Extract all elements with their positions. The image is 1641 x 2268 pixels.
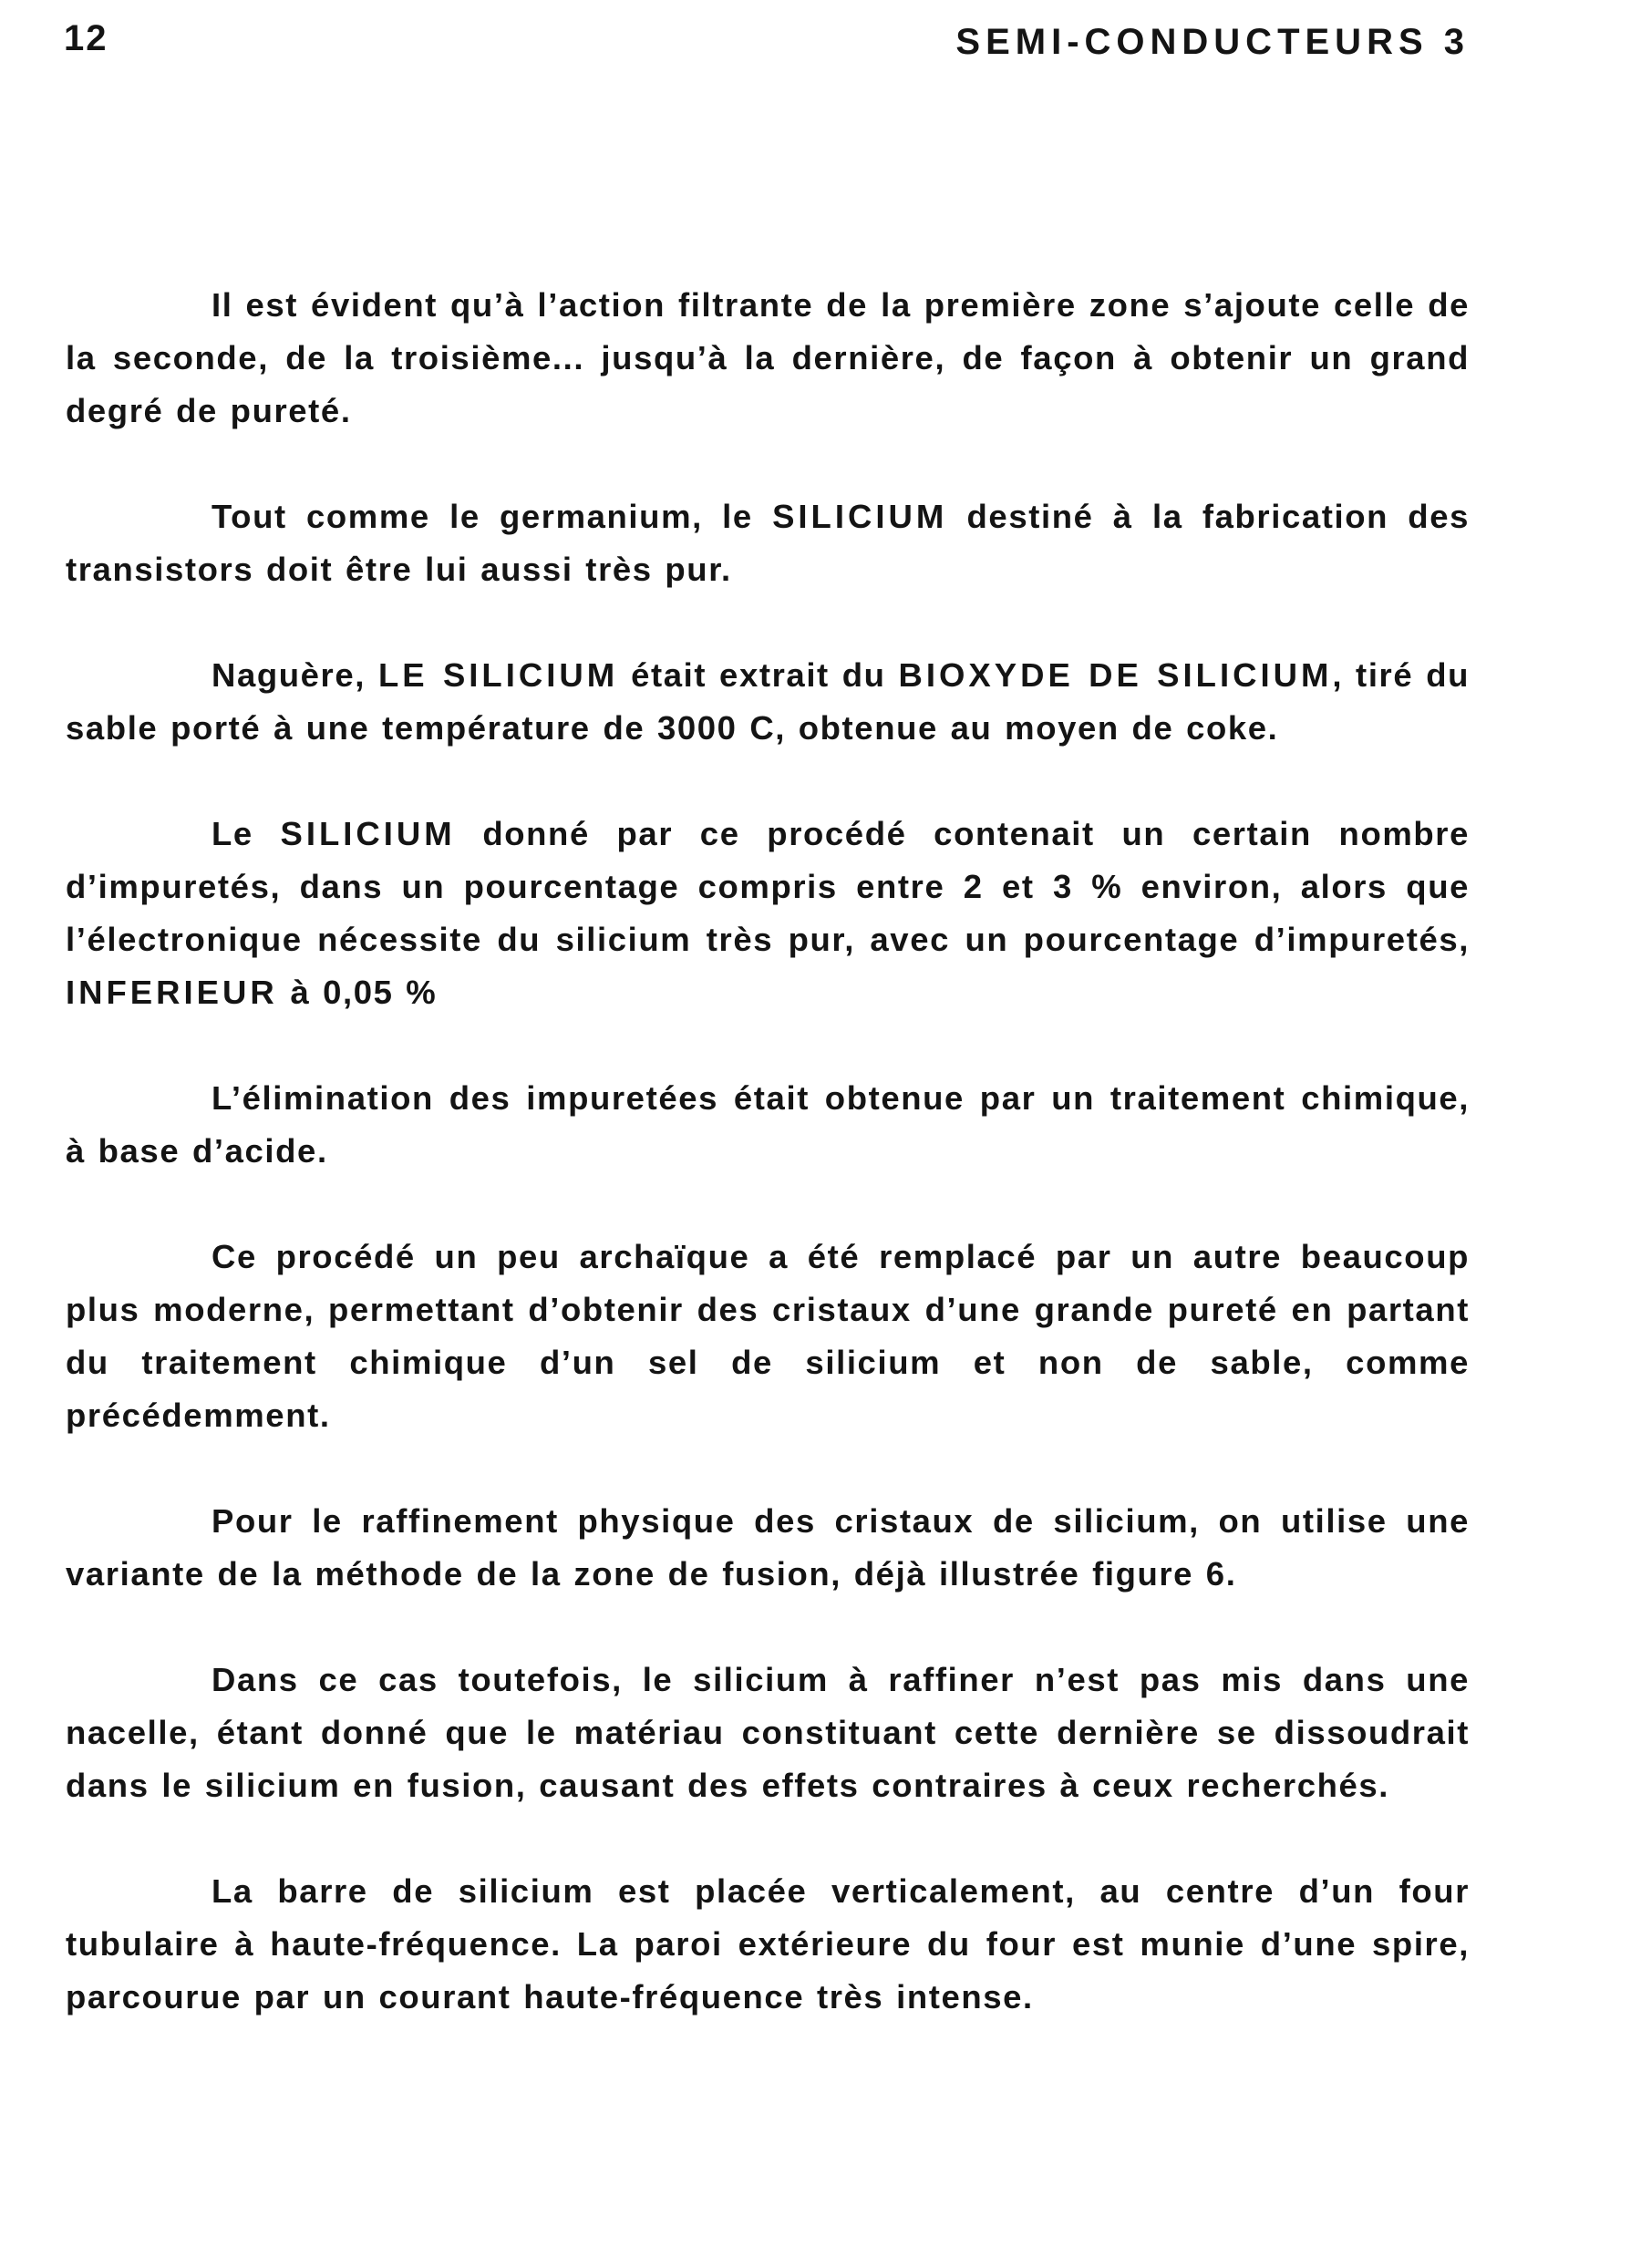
paragraph-7: [66, 1495, 1470, 1601]
paragraph-1: [66, 279, 1470, 438]
paragraph-text: Naguère,: [212, 656, 378, 694]
emphasis-caps: BIOXYDE DE SILICIUM: [898, 656, 1333, 694]
emphasis-caps: SILICIUM: [280, 815, 456, 852]
paragraph-text: était extrait du: [618, 656, 899, 694]
emphasis-caps: INFERIEUR: [66, 974, 278, 1011]
paragraph-text: L’élimination des impuretées était obtenue par un traitement chimique, à base d’acide.: [66, 1079, 1470, 1170]
paragraph-8: [66, 1654, 1470, 1812]
paragraph-3: [66, 649, 1470, 755]
paragraph-text: destiné à la fabrication des transistors doit être lui aussi très pur.: [66, 498, 1471, 588]
page-number: 12: [64, 18, 108, 58]
paragraph-6: [66, 1231, 1470, 1442]
body-text: [66, 279, 1470, 2077]
paragraph-5: [66, 1072, 1470, 1178]
emphasis-caps: LE SILICIUM: [377, 656, 619, 694]
paragraph-text: Pour le raffinement physique des cristaux de silicium, on utilise une variante de la méthode de la zone de fusion, déjà illustrée figure 6.: [66, 1502, 1470, 1593]
paragraph-text: Il est évident qu’à l’action filtrante de la première zone s’ajoute celle de la seconde, de la troisième... jusqu’à la dernière, de façon à obtenir un grand degré de pureté.: [66, 286, 1470, 429]
running-title: SEMI-CONDUCTEURS 3: [955, 22, 1470, 62]
paragraph-text: La barre de silicium est placée verticalement, au centre d’un four tubulaire à haute-fréquence. La paroi extérieure du four est munie d’une spire, parcourue par un courant haute-fréquence très intense.: [66, 1872, 1470, 2015]
paragraph-4: [66, 808, 1470, 1019]
paragraph-text: Le: [212, 815, 281, 852]
paragraph-text: donné par ce procédé contenait un certain nombre d’impuretés, dans un pourcentage compris entre 2 et 3 % environ, alors que l’électronique nécessite du silicium très pur, avec un pourcentage d’impuretés,: [66, 815, 1470, 958]
paragraph-text: à 0,05 %: [277, 974, 438, 1011]
paragraph-text: Ce procédé un peu archaïque a été remplacé par un autre beaucoup plus moderne, permettant d’obtenir des cristaux d’une grande pureté en partant du traitement chimique d’un sel de silicium et non de sable, comme précédemment.: [66, 1238, 1470, 1434]
paragraph-9: [66, 1865, 1470, 2024]
paragraph-2: [66, 490, 1470, 596]
paragraph-text: , tiré du sable porté à une température de 3000 C, obtenue au moyen de coke.: [66, 656, 1470, 747]
paragraph-text: Dans ce cas toutefois, le silicium à raffiner n’est pas mis dans une nacelle, étant donné que le matériau constituant cette dernière se dissoudrait dans le silicium en fusion, causant des effets contraires à ceux recherchés.: [66, 1661, 1470, 1804]
emphasis-caps: SILICIUM: [772, 498, 948, 535]
paragraph-text: Tout comme le germanium, le: [212, 498, 773, 535]
